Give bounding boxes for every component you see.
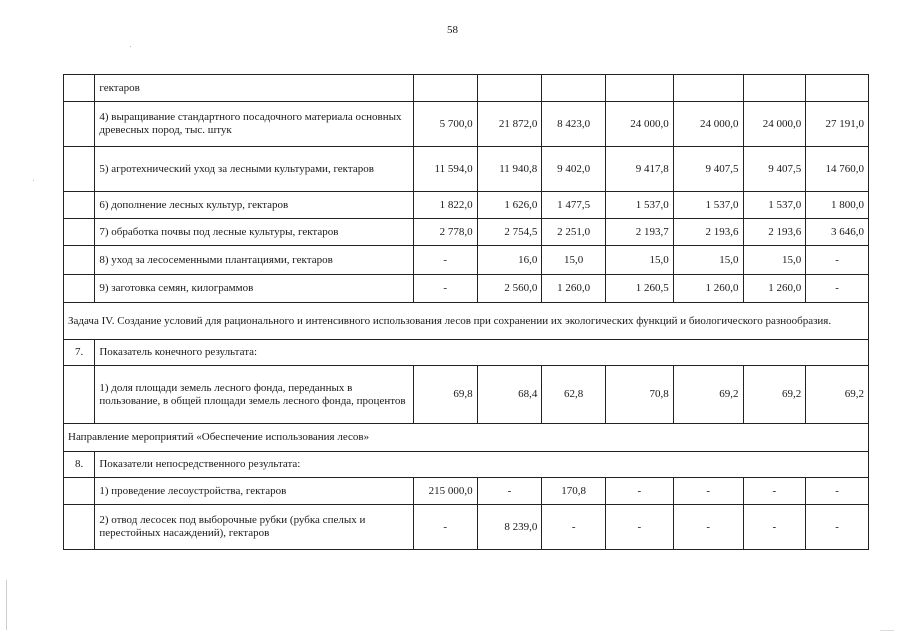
row-number	[64, 366, 95, 424]
indicator-label: 8) уход за лесосеменными плантациями, гектаров	[95, 246, 414, 275]
value-cell: -	[743, 478, 806, 505]
value-cell: 1 822,0	[413, 192, 477, 219]
row-number	[64, 219, 95, 246]
table-row	[64, 303, 869, 340]
value-cell: 1 260,0	[743, 275, 806, 303]
row-number: 7.	[64, 340, 95, 366]
section-heading: Задача IV. Создание условий для рационального и интенсивного использования лесов при сохранении их экологических функций и биологического разнообразия.	[64, 303, 869, 340]
row-number	[64, 478, 95, 505]
value-cell: 1 537,0	[673, 192, 743, 219]
indicator-label: гектаров	[95, 75, 414, 102]
table-row	[64, 340, 869, 366]
value-cell: 15,0	[743, 246, 806, 275]
value-cell: -	[606, 478, 674, 505]
value-cell: 24 000,0	[606, 102, 674, 147]
value-cell: 68,4	[477, 366, 542, 424]
value-cell	[673, 75, 743, 102]
value-cell: 11 594,0	[413, 147, 477, 192]
row-number	[64, 102, 95, 147]
table-row	[64, 219, 869, 246]
table-row	[64, 102, 869, 147]
row-number: 8.	[64, 452, 95, 478]
value-cell: -	[806, 246, 869, 275]
value-cell: -	[477, 478, 542, 505]
row-number	[64, 147, 95, 192]
value-cell: 8 239,0	[477, 505, 542, 550]
value-cell	[606, 75, 674, 102]
value-cell: -	[673, 478, 743, 505]
value-cell: 69,2	[806, 366, 869, 424]
indicator-label: 1) доля площади земель лесного фонда, переданных в пользование, в общей площади земель лесного фонда, процентов	[95, 366, 414, 424]
scan-margin-mark	[6, 580, 9, 630]
value-cell: 11 940,8	[477, 147, 542, 192]
table-row	[64, 505, 869, 550]
value-cell: 9 407,5	[743, 147, 806, 192]
row-number	[64, 246, 95, 275]
value-cell: 1 537,0	[743, 192, 806, 219]
value-cell: 1 477,5	[542, 192, 606, 219]
value-cell: 1 800,0	[806, 192, 869, 219]
value-cell: -	[413, 246, 477, 275]
value-cell: -	[606, 505, 674, 550]
value-cell: 27 191,0	[806, 102, 869, 147]
value-cell: 3 646,0	[806, 219, 869, 246]
table-row	[64, 75, 869, 102]
value-cell: 2 193,7	[606, 219, 674, 246]
value-cell: -	[413, 505, 477, 550]
value-cell: 15,0	[606, 246, 674, 275]
indicator-group-title: Показатели непосредственного результата:	[95, 452, 869, 478]
row-number	[64, 505, 95, 550]
value-cell: 2 193,6	[673, 219, 743, 246]
value-cell: -	[806, 275, 869, 303]
page-number: 58	[447, 24, 458, 36]
value-cell: 2 778,0	[413, 219, 477, 246]
table-row	[64, 147, 869, 192]
row-number	[64, 275, 95, 303]
indicators-table	[63, 74, 869, 550]
table-row	[64, 246, 869, 275]
indicator-label: 6) дополнение лесных культур, гектаров	[95, 192, 414, 219]
value-cell	[806, 75, 869, 102]
value-cell: 5 700,0	[413, 102, 477, 147]
value-cell: 69,8	[413, 366, 477, 424]
value-cell: 215 000,0	[413, 478, 477, 505]
indicator-label: 1) проведение лесоустройства, гектаров	[95, 478, 414, 505]
value-cell: 9 407,5	[673, 147, 743, 192]
value-cell: 21 872,0	[477, 102, 542, 147]
value-cell: 15,0	[673, 246, 743, 275]
value-cell: 24 000,0	[673, 102, 743, 147]
indicator-label: 5) агротехнический уход за лесными культурами, гектаров	[95, 147, 414, 192]
value-cell: -	[806, 478, 869, 505]
value-cell: -	[542, 505, 606, 550]
value-cell: 8 423,0	[542, 102, 606, 147]
value-cell: 24 000,0	[743, 102, 806, 147]
indicator-label: 7) обработка почвы под лесные культуры, гектаров	[95, 219, 414, 246]
value-cell: 1 260,0	[542, 275, 606, 303]
value-cell	[413, 75, 477, 102]
scan-speck	[880, 630, 894, 631]
value-cell: 1 260,5	[606, 275, 674, 303]
row-number	[64, 75, 95, 102]
value-cell	[542, 75, 606, 102]
value-cell: 1 260,0	[673, 275, 743, 303]
scan-speck	[130, 46, 131, 47]
value-cell: 2 754,5	[477, 219, 542, 246]
value-cell: 9 417,8	[606, 147, 674, 192]
value-cell: 70,8	[606, 366, 674, 424]
value-cell: 69,2	[743, 366, 806, 424]
table-row	[64, 424, 869, 452]
indicator-label: 9) заготовка семян, килограммов	[95, 275, 414, 303]
table-row	[64, 192, 869, 219]
value-cell: -	[806, 505, 869, 550]
value-cell	[477, 75, 542, 102]
value-cell: -	[743, 505, 806, 550]
table-row	[64, 275, 869, 303]
row-number	[64, 192, 95, 219]
indicator-group-title: Показатель конечного результата:	[95, 340, 869, 366]
value-cell: 9 402,0	[542, 147, 606, 192]
value-cell: -	[413, 275, 477, 303]
value-cell: 1 537,0	[606, 192, 674, 219]
value-cell: 62,8	[542, 366, 606, 424]
value-cell	[743, 75, 806, 102]
value-cell: 2 251,0	[542, 219, 606, 246]
value-cell: 16,0	[477, 246, 542, 275]
value-cell: -	[673, 505, 743, 550]
value-cell: 15,0	[542, 246, 606, 275]
value-cell: 14 760,0	[806, 147, 869, 192]
value-cell: 170,8	[542, 478, 606, 505]
value-cell: 1 626,0	[477, 192, 542, 219]
scan-speck	[33, 180, 34, 181]
section-heading: Направление мероприятий «Обеспечение использования лесов»	[64, 424, 869, 452]
indicator-label: 2) отвод лесосек под выборочные рубки (рубка спелых и перестойных насаждений), гектаров	[95, 505, 414, 550]
table-row	[64, 478, 869, 505]
value-cell: 2 193,6	[743, 219, 806, 246]
table-row	[64, 366, 869, 424]
table-row	[64, 452, 869, 478]
indicator-label: 4) выращивание стандартного посадочного материала основных древесных пород, тыс. штук	[95, 102, 414, 147]
value-cell: 69,2	[673, 366, 743, 424]
value-cell: 2 560,0	[477, 275, 542, 303]
